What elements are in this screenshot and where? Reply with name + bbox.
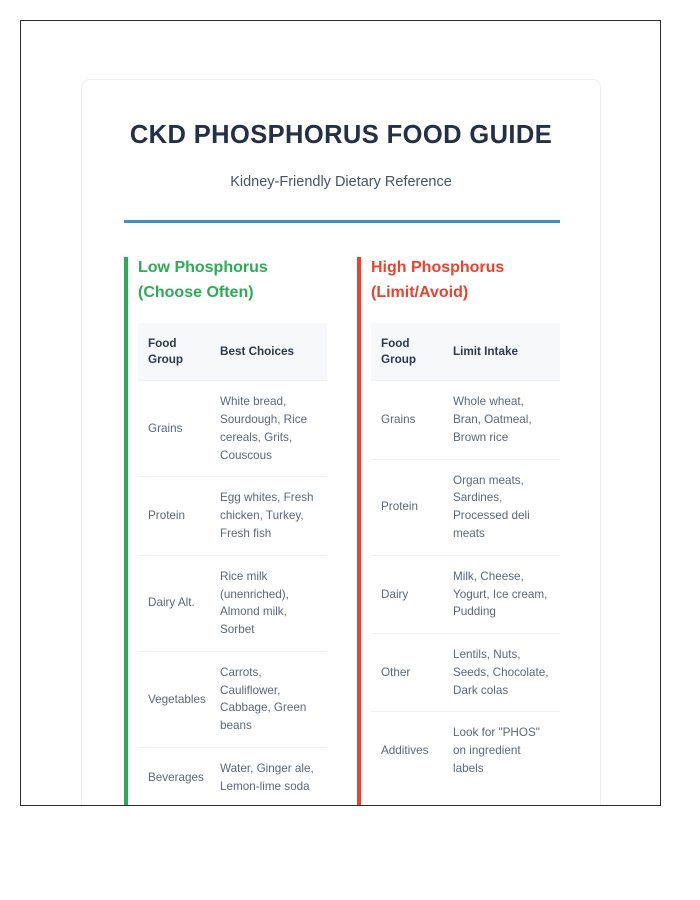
- cell-food-group: Vegetables: [138, 651, 210, 747]
- cell-food-group: Protein: [371, 459, 443, 555]
- page-title: CKD PHOSPHORUS FOOD GUIDE: [129, 121, 553, 149]
- cell-items: Organ meats, Sardines, Processed deli meats: [443, 459, 560, 555]
- printed-page-frame: [20, 20, 661, 806]
- table-header-row: [371, 323, 560, 381]
- cell-items: White bread, Sourdough, Rice cereals, Grits, Couscous: [210, 381, 327, 477]
- cell-food-group: Dairy: [371, 555, 443, 633]
- title-divider: [124, 220, 560, 223]
- cell-items: Milk, Cheese, Yogurt, Ice cream, Pudding: [443, 555, 560, 633]
- table-row: [138, 747, 327, 806]
- cell-food-group: Dairy Alt.: [138, 555, 210, 651]
- column-heading-low-line2: (Choose Often): [138, 283, 254, 301]
- table-row: [371, 381, 560, 459]
- cell-food-group: Protein: [138, 477, 210, 555]
- column-header-food-group: Food Group: [138, 323, 210, 381]
- low-phosphorus-table: [138, 323, 327, 806]
- columns-container: [124, 255, 558, 806]
- column-heading-high: [357, 255, 560, 306]
- cell-items: Egg whites, Fresh chicken, Turkey, Fresh fish: [210, 477, 327, 555]
- table-row: [371, 459, 560, 555]
- cell-food-group: Grains: [371, 381, 443, 459]
- table-row: [371, 712, 560, 790]
- table-row: [371, 634, 560, 712]
- guide-card: [81, 79, 601, 806]
- cell-items: Lentils, Nuts, Seeds, Chocolate, Dark colas: [443, 634, 560, 712]
- table-row: [138, 555, 327, 651]
- cell-food-group: Other: [371, 634, 443, 712]
- column-heading-high-line2: (Limit/Avoid): [371, 283, 469, 301]
- column-body-high: [357, 323, 560, 790]
- cell-food-group: Grains: [138, 381, 210, 477]
- column-low-phosphorus: [124, 255, 327, 806]
- column-heading-high-line1: High Phosphorus: [371, 258, 505, 276]
- table-row: [138, 477, 327, 555]
- column-heading-low: [124, 255, 327, 306]
- cell-items: Water, Ginger ale, Lemon-lime soda: [210, 747, 327, 806]
- column-heading-low-line1: Low Phosphorus: [138, 258, 268, 276]
- table-row: [371, 555, 560, 633]
- page-subtitle: Kidney-Friendly Dietary Reference: [230, 173, 452, 190]
- table-header-row: [138, 323, 327, 381]
- high-phosphorus-table: [371, 323, 560, 790]
- cell-items: Look for "PHOS" on ingredient labels: [443, 712, 560, 790]
- cell-food-group: Beverages: [138, 747, 210, 806]
- column-header-food-group: Food Group: [371, 323, 443, 381]
- cell-food-group: Additives: [371, 712, 443, 790]
- table-row: [138, 651, 327, 747]
- column-header-items: Best Choices: [210, 323, 327, 381]
- table-row: [138, 381, 327, 477]
- column-body-low: [124, 323, 327, 806]
- cell-items: Carrots, Cauliflower, Cabbage, Green beans: [210, 651, 327, 747]
- cell-items: Whole wheat, Bran, Oatmeal, Brown rice: [443, 381, 560, 459]
- cell-items: Rice milk (unenriched), Almond milk, Sorbet: [210, 555, 327, 651]
- column-high-phosphorus: [357, 255, 560, 806]
- column-header-items: Limit Intake: [443, 323, 560, 381]
